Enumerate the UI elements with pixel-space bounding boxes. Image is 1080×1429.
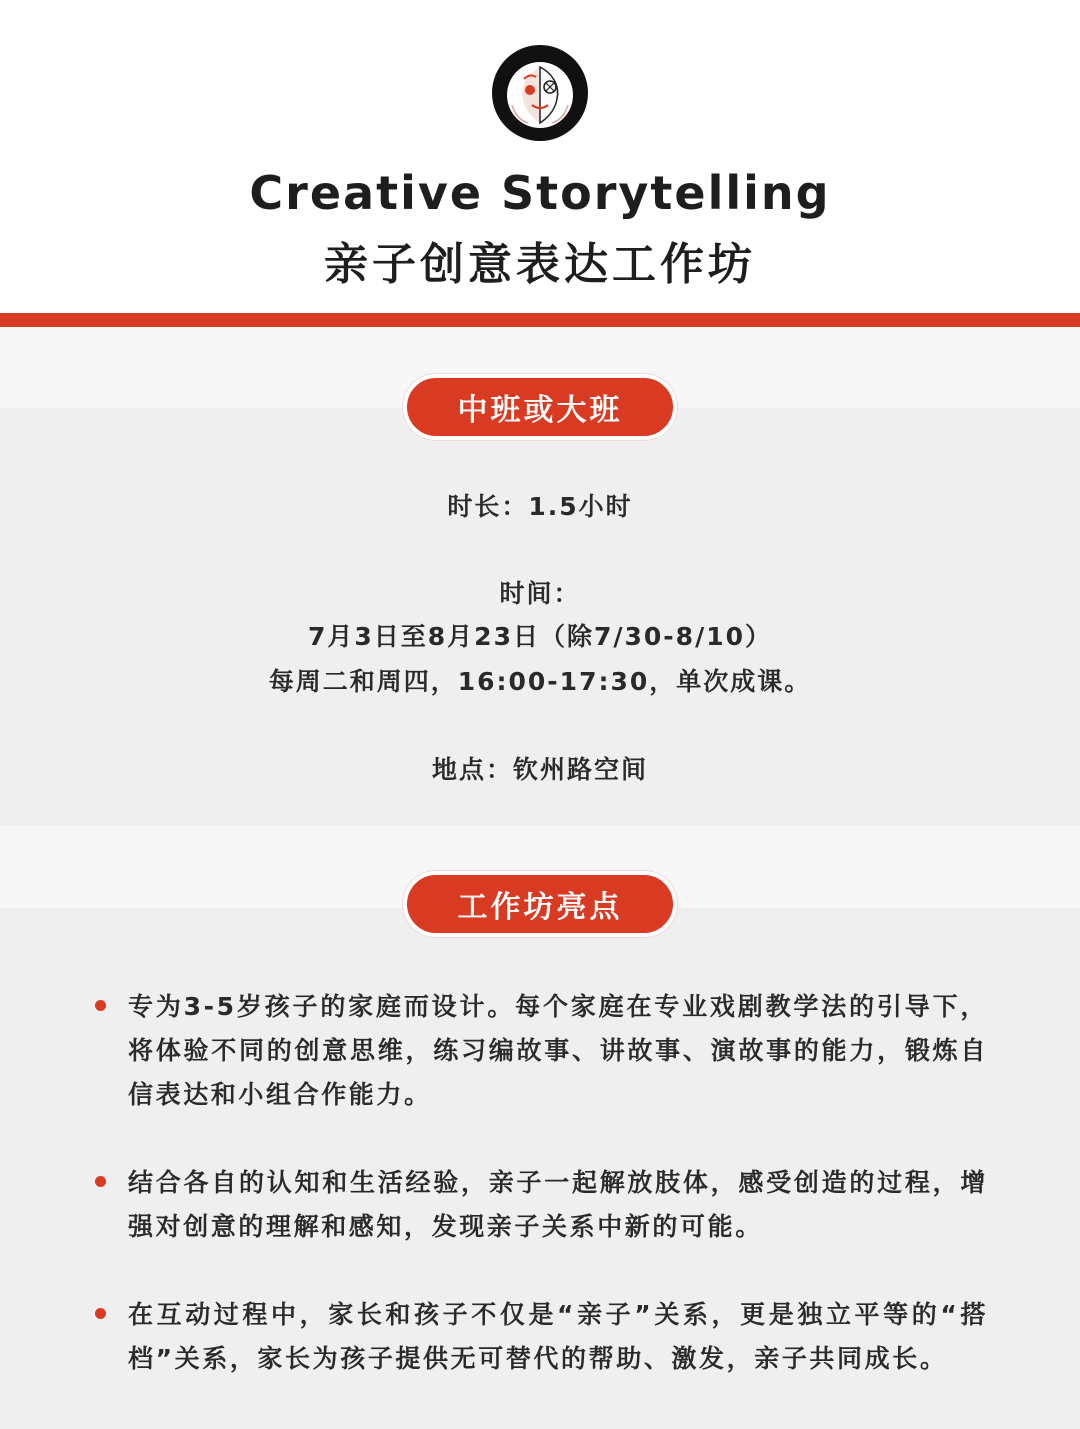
- highlight-text: 在互动过程中，家长和孩子不仅是“亲子”关系，更是独立平等的“搭档”关系，家长为孩子提供无可替代的帮助、激发，亲子共同成长。: [128, 1300, 988, 1373]
- bullet-dot-icon: [95, 1000, 106, 1011]
- bullet-dot-icon: [95, 1176, 106, 1187]
- astronaut-logo-icon: [490, 43, 590, 143]
- highlight-text: 专为3-5岁孩子的家庭而设计。每个家庭在专业戏剧教学法的引导下，将体验不同的创意思维，练习编故事、讲故事、演故事的能力，锻炼自信表达和小组合作能力。: [128, 992, 988, 1109]
- header-divider: [0, 313, 1080, 327]
- section-badge-highlights: 工作坊亮点: [403, 871, 677, 937]
- time-label: 时间：: [499, 579, 581, 608]
- time-schedule: 每周二和周四，16:00-17:30，单次成课。: [268, 667, 812, 696]
- bullet-dot-icon: [95, 1308, 106, 1319]
- duration-text: 时长：1.5小时: [447, 492, 633, 521]
- highlight-text: 结合各自的认知和生活经验，亲子一起解放肢体，感受创造的过程，增强对创意的理解和感知，发现亲子关系中新的可能。: [128, 1168, 988, 1241]
- title-english: Creative Storytelling: [249, 166, 831, 220]
- location-text: 地点：钦州路空间: [431, 755, 648, 784]
- time-range: 7月3日至8月23日（除7/30-8/10）: [308, 622, 772, 651]
- page-header: [0, 0, 1080, 318]
- title-chinese: 亲子创意表达工作坊: [324, 239, 756, 290]
- section-badge-class-level: 中班或大班: [403, 374, 677, 440]
